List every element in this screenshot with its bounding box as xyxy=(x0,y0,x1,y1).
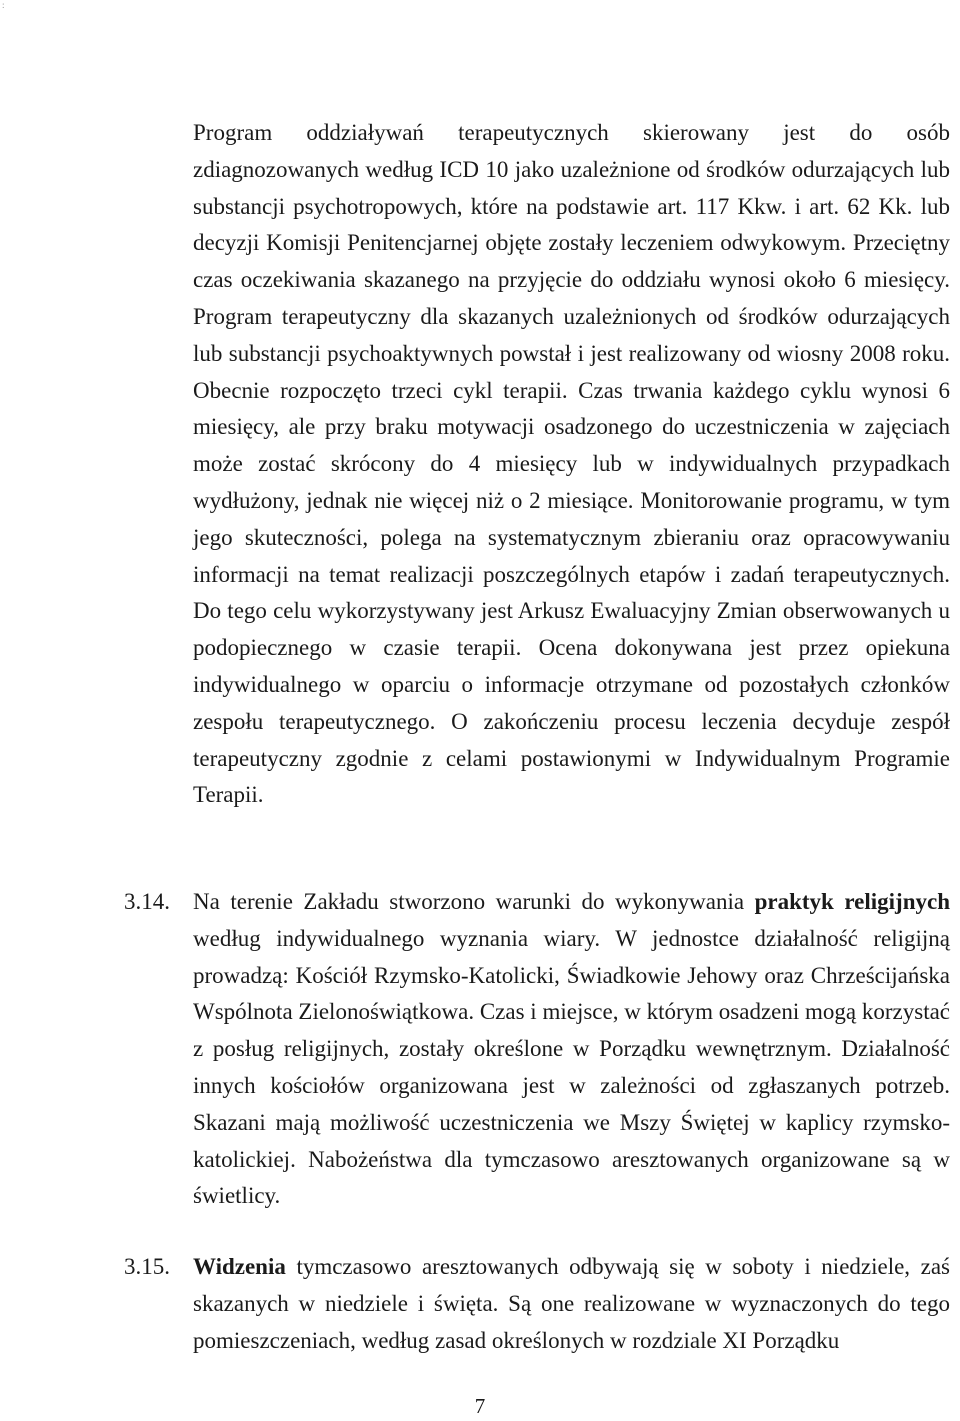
intro-paragraph: Program oddziaływań terapeutycznych skierowany jest do osób zdiagnozowanych według ICD 10 jako uzależnione od środków odurzających lub substancji psychotropowych, które na podstawie art. 117 Kkw. i art. 62 Kk. lub decyzji Komisji Penitencjarnej objęte zostały leczeniem odwykowym. Przeciętny czas oczekiwania skazanego na przyjęcie do oddziału wynosi około 6 miesięcy. Program terapeutyczny dla skazanych uzależnionych od środków odurzających lub substancji psychoaktywnych powstał i jest realizowany od wiosny 2008 roku. Obecnie rozpoczęto trzeci cykl terapii. Czas trwania każdego cyklu wynosi 6 miesięcy, ale przy braku motywacji osadzonego do uczestniczenia w zajęciach może zostać skrócony do 4 miesięcy lub w indywidualnych przypadkach wydłużony, jednak nie więcej niż o 2 miesiące. Monitorowanie programu, w tym jego skuteczności, polega na systematycznym zbieraniu oraz opracowywaniu informacji na temat realizacji poszczególnych etapów i zadań terapeutycznych. Do tego celu wykorzystywany jest Arkusz Ewaluacyjny Zmian obserwowanych u podopiecznego w czasie terapii. Ocena dokonywana jest przez opiekuna indywidualnego w oparciu o informacje otrzymane od pozostałych członków zespołu terapeutycznego. O zakończeniu procesu leczenia decyduje zespół terapeutyczny zgodnie z celami postawionymi w Indywidualnym Programie Terapii. xyxy=(193,120,950,808)
section-bold-term: Widzenia xyxy=(193,1254,286,1279)
section-bold-term: praktyk religijnych xyxy=(754,889,950,914)
section-number: 3.14. xyxy=(124,889,170,914)
section-text xyxy=(193,1249,950,1359)
page-number: 7 xyxy=(474,1394,486,1418)
section-text-after: tymczasowo aresztowanych odbywają się w soboty i niedziele, zaś skazanych w niedziele i święta. Są one realizowane w wyznaczonych do tego pomieszczeniach, według zasad określonych w rozdziale XI Porządku xyxy=(193,1254,950,1353)
section-text xyxy=(193,884,950,1215)
section-text-before: Na terenie Zakładu stworzono warunki do wykonywania xyxy=(193,889,755,914)
section-number: 3.15. xyxy=(124,1254,170,1279)
section-text-after: według indywidualnego wyznania wiary. W jednostce działalność religijną prowadzą: Kościół Rzymsko-Katolicki, Świadkowie Jehowy oraz Chrześcijańska Wspólnota Zielonoświątkowa. Czas i miejsce, w którym osadzeni mogą korzystać z posług religijnych, zostały określone w Porządku wewnętrznym. Działalność innych kościołów organizowana jest w zależności od zgłaszanych potrzeb. Skazani mają możliwość uczestniczenia we Mszy Świętej w kaplicy rzymsko-katolickiej. Nabożeństwa dla tymczasowo aresztowanych organizowane są w świetlicy. xyxy=(193,925,950,1209)
scan-corner-mark: : xyxy=(2,0,5,10)
